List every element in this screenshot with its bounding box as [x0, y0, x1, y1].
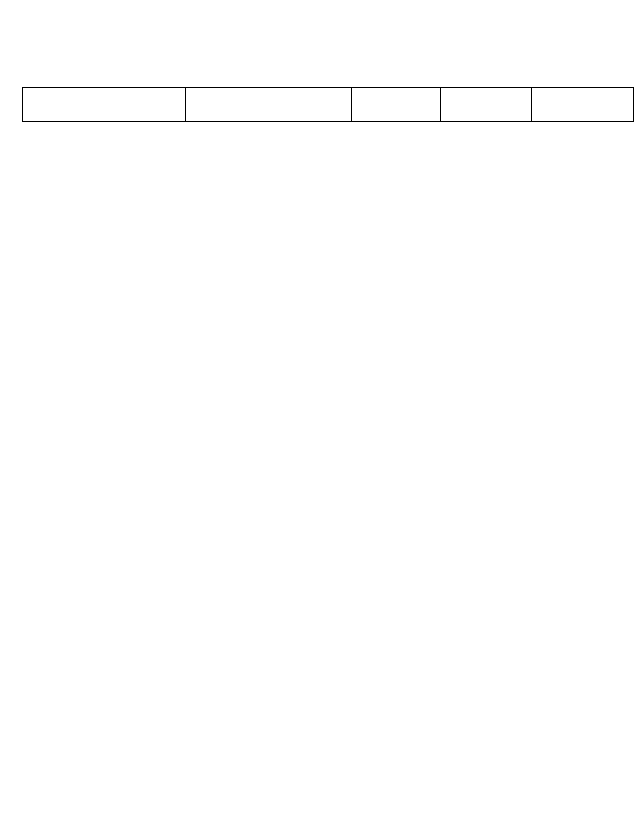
column-header-notes [532, 88, 634, 122]
column-header-time [441, 88, 532, 122]
column-header-name [185, 88, 352, 122]
column-header-position [23, 88, 186, 122]
column-header-date [352, 88, 441, 122]
header-row [23, 88, 634, 122]
schedule-table [22, 87, 634, 122]
